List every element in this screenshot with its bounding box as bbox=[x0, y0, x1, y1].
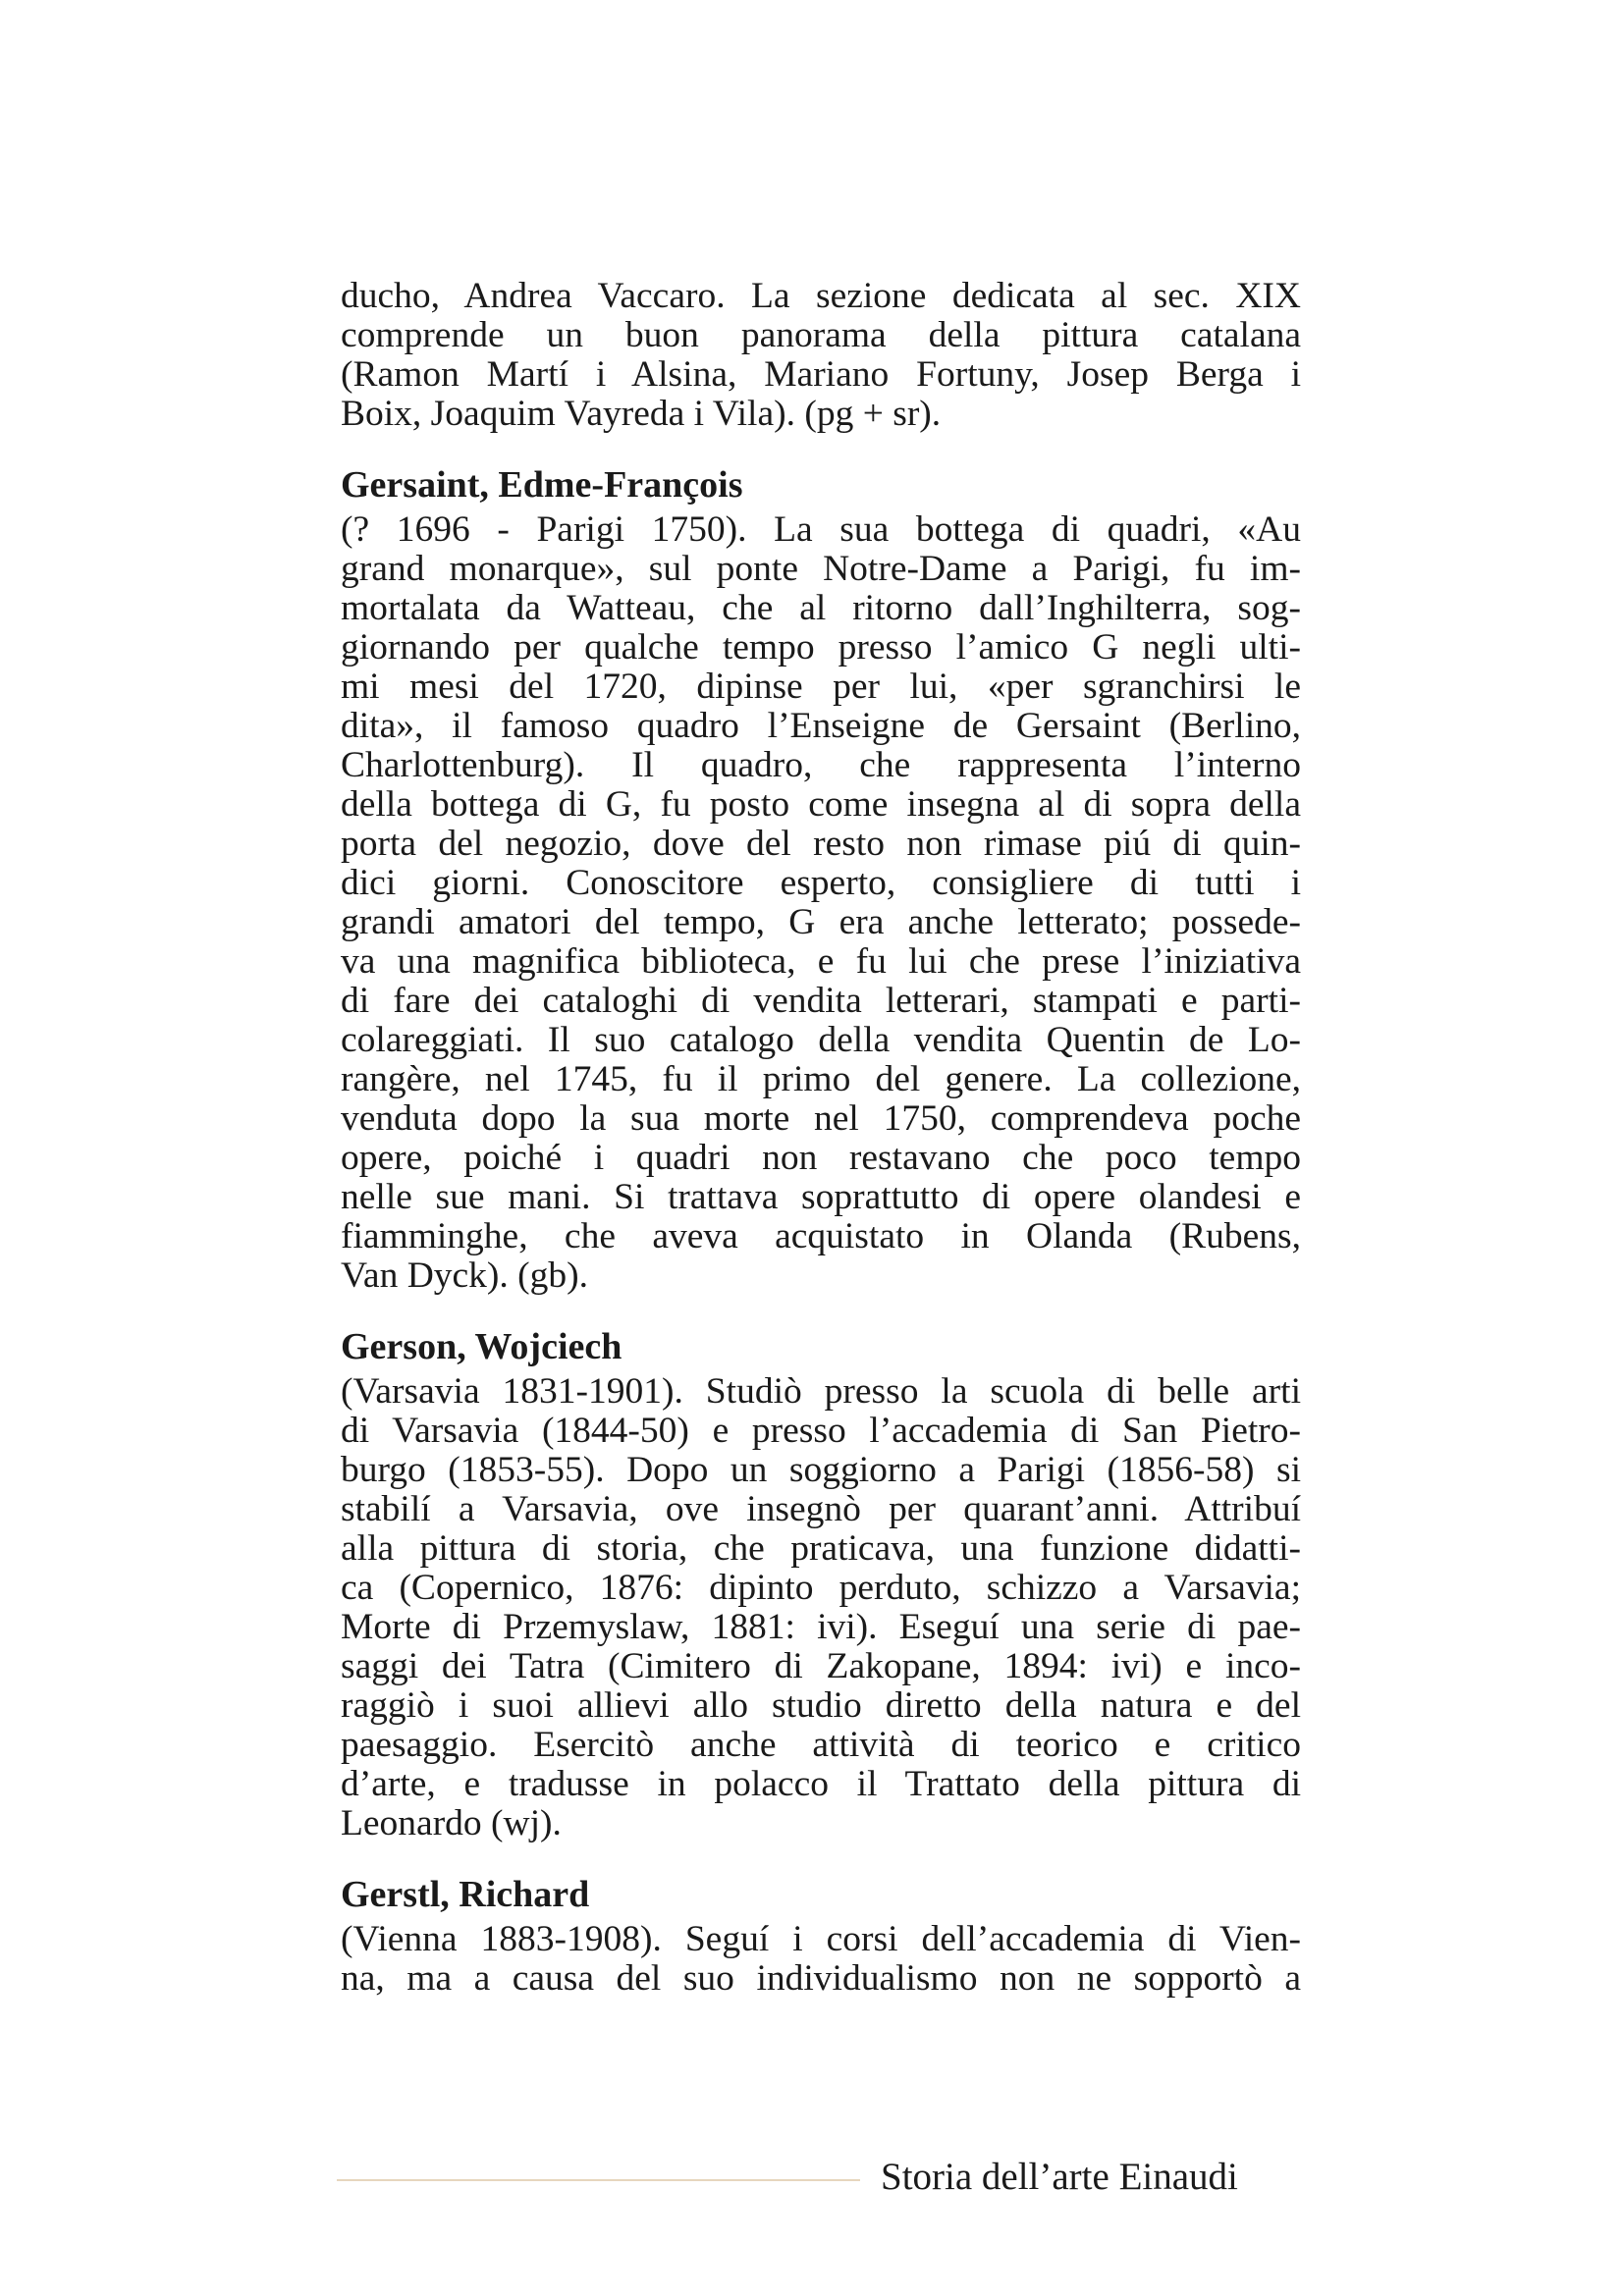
text-line: venduta dopo la sua morte nel 1750, comprendeva poche bbox=[341, 1098, 1301, 1139]
entry-body bbox=[341, 510, 1301, 1296]
text-line: ducho, Andrea Vaccaro. La sezione dedicata al sec. XIX bbox=[341, 276, 1301, 316]
text-line: mi mesi del 1720, dipinse per lui, «per sgranchirsi le bbox=[341, 667, 1301, 707]
text-line: na, ma a causa del suo individualismo non ne sopportò a bbox=[341, 1958, 1301, 1999]
text-line: Morte di Przemyslaw, 1881: ivi). Eseguí una serie di pae- bbox=[341, 1607, 1301, 1647]
text-line: Leonardo (wj). bbox=[341, 1803, 562, 1843]
text-line: raggiò i suoi allievi allo studio diretto della natura e del bbox=[341, 1685, 1301, 1726]
text-line: paesaggio. Esercitò anche attività di teorico e critico bbox=[341, 1725, 1301, 1765]
text-line: giornando per qualche tempo presso l’amico G negli ulti- bbox=[341, 627, 1301, 667]
entry-heading: Gersaint, Edme-François bbox=[341, 464, 743, 506]
text-line: dita», il famoso quadro l’Enseigne de Gersaint (Berlino, bbox=[341, 706, 1301, 746]
entry-heading: Gerson, Wojciech bbox=[341, 1326, 622, 1367]
entry-gerstl bbox=[341, 1873, 1301, 1999]
text-line: grand monarque», sul ponte Notre-Dame a Parigi, fu im- bbox=[341, 549, 1301, 589]
text-line: ca (Copernico, 1876: dipinto perduto, schizzo a Varsavia; bbox=[341, 1568, 1301, 1608]
text-line: Van Dyck). (gb). bbox=[341, 1255, 589, 1296]
entry-gerson bbox=[341, 1325, 1301, 1843]
text-line: Charlottenburg). Il quadro, che rappresenta l’interno bbox=[341, 745, 1301, 785]
entry-heading: Gerstl, Richard bbox=[341, 1874, 590, 1915]
text-line: opere, poiché i quadri non restavano che poco tempo bbox=[341, 1138, 1301, 1178]
text-line: stabilí a Varsavia, ove insegnò per quarant’anni. Attribuí bbox=[341, 1489, 1301, 1529]
text-line: burgo (1853-55). Dopo un soggiorno a Parigi (1856-58) si bbox=[341, 1450, 1301, 1490]
text-line: d’arte, e tradusse in polacco il Trattato della pittura di bbox=[341, 1764, 1301, 1804]
text-line: (? 1696 - Parigi 1750). La sua bottega di quadri, «Au bbox=[341, 509, 1301, 550]
footer-rule bbox=[337, 2179, 860, 2181]
text-line: di Varsavia (1844-50) e presso l’accademia di San Pietro- bbox=[341, 1411, 1301, 1451]
entry-body bbox=[341, 1920, 1301, 1999]
text-line: (Ramon Martí i Alsina, Mariano Fortuny, Josep Berga i bbox=[341, 354, 1301, 395]
text-line: mortalata da Watteau, che al ritorno dall’Inghilterra, sog- bbox=[341, 588, 1301, 628]
text-line: grandi amatori del tempo, G era anche letterato; possede- bbox=[341, 902, 1301, 942]
text-line: comprende un buon panorama della pittura catalana bbox=[341, 315, 1301, 355]
text-line: fiamminghe, che aveva acquistato in Olanda (Rubens, bbox=[341, 1216, 1301, 1256]
text-line: saggi dei Tatra (Cimitero di Zakopane, 1894: ivi) e inco- bbox=[341, 1646, 1301, 1686]
text-line: nelle sue mani. Si trattava soprattutto di opere olandesi e bbox=[341, 1177, 1301, 1217]
text-line: alla pittura di storia, che praticava, una funzione didatti- bbox=[341, 1528, 1301, 1569]
text-line: di fare dei cataloghi di vendita letterari, stampati e parti- bbox=[341, 981, 1301, 1021]
text-line: Boix, Joaquim Vayreda i Vila). (pg + sr). bbox=[341, 394, 942, 434]
text-line: rangère, nel 1745, fu il primo del genere. La collezione, bbox=[341, 1059, 1301, 1099]
text-line: va una magnifica biblioteca, e fu lui che prese l’iniziativa bbox=[341, 941, 1301, 982]
text-line: porta del negozio, dove del resto non rimase piú di quin- bbox=[341, 824, 1301, 864]
page-body bbox=[341, 277, 1301, 1999]
footer-title: Storia dell’arte Einaudi bbox=[881, 2156, 1238, 2198]
text-line: della bottega di G, fu posto come insegna al di sopra della bbox=[341, 784, 1301, 825]
text-line: (Varsavia 1831-1901). Studiò presso la scuola di belle arti bbox=[341, 1371, 1301, 1412]
text-line: dici giorni. Conoscitore esperto, consigliere di tutti i bbox=[341, 863, 1301, 903]
text-line: (Vienna 1883-1908). Seguí i corsi dell’accademia di Vien- bbox=[341, 1919, 1301, 1959]
entry-gersaint bbox=[341, 463, 1301, 1296]
continuation-paragraph bbox=[341, 277, 1301, 434]
entry-body bbox=[341, 1372, 1301, 1843]
text-line: colareggiati. Il suo catalogo della vendita Quentin de Lo- bbox=[341, 1020, 1301, 1060]
